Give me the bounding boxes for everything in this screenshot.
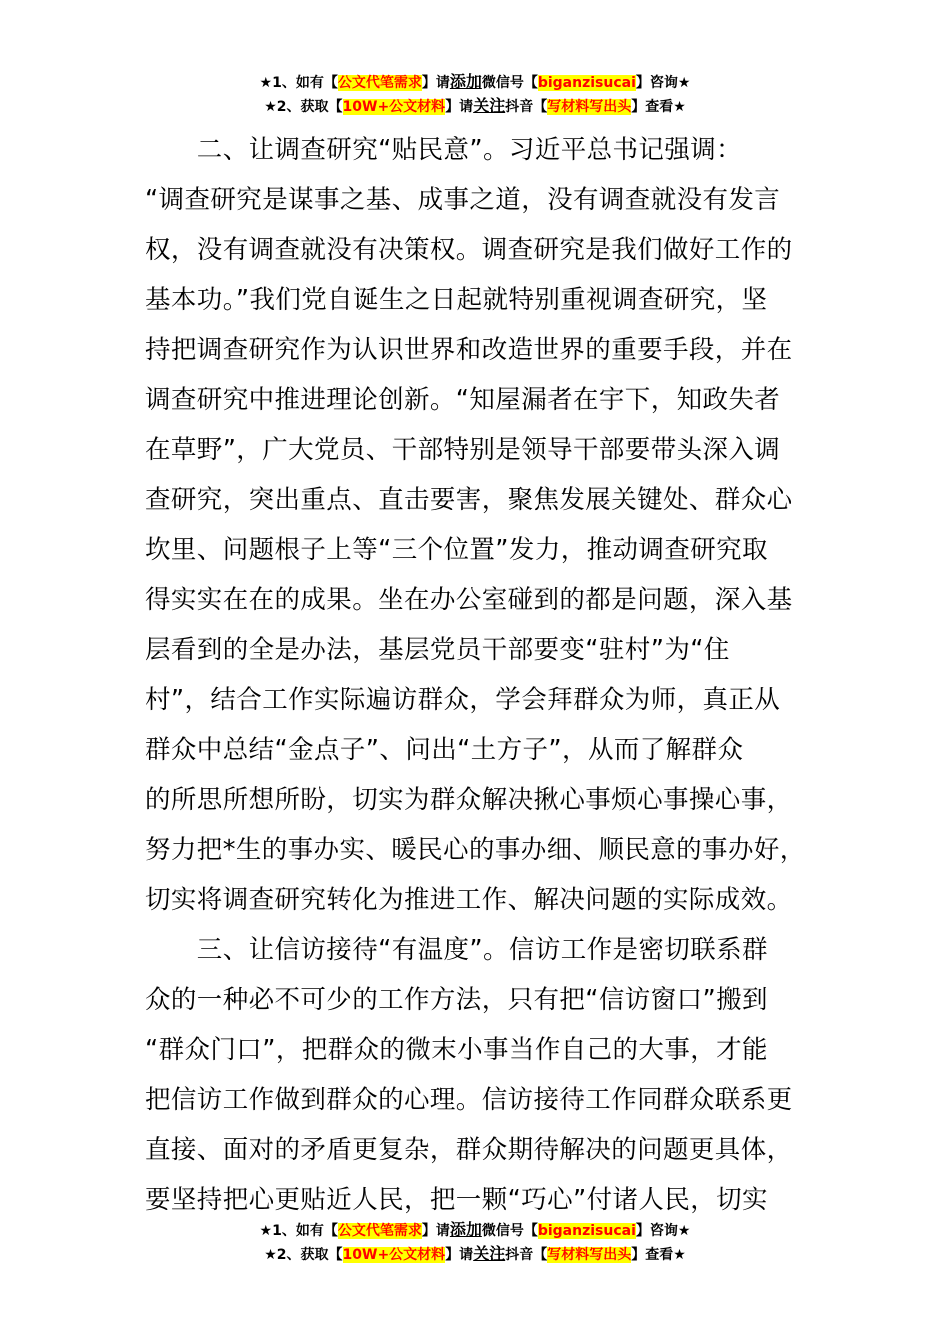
- text-line: 调查研究中推进理论创新。“知屋漏者在宇下，知政失者: [145, 385, 781, 415]
- banner-line-1: [0, 1218, 950, 1242]
- text-line: 二、让调查研究“贴民意”。习近平总书记强调：: [145, 135, 743, 165]
- banner-text: 】请: [445, 99, 474, 115]
- highlight-service: 公文代笔需求: [337, 1223, 422, 1239]
- text-line: 得实实在在的成果。坐在办公室碰到的都是问题，深入基: [145, 585, 793, 615]
- text-line: 持把调查研究作为认识世界和改造世界的重要手段，并在: [145, 335, 793, 365]
- text-line: 权，没有调查就没有决策权。调查研究是我们做好工作的: [145, 235, 793, 265]
- banner-line-1: [0, 70, 950, 94]
- footer-banner: [0, 1218, 950, 1266]
- text-line: “调查研究是谋事之基、成事之道，没有调查就没有发言: [145, 185, 781, 215]
- banner-line-2: [0, 1242, 950, 1266]
- text-line: 众的一种必不可少的工作方法，只有把“信访窗口”搬到: [145, 985, 768, 1015]
- text-line: 坎里、问题根子上等“三个位置”发力，推动调查研究取: [145, 535, 768, 565]
- text-line: 切实将调查研究转化为推进工作、解决问题的实际成效。: [145, 885, 793, 915]
- text-line: 把信访工作做到群众的心理。信访接待工作同群众联系更: [145, 1085, 793, 1115]
- text-line: 群众中总结“金点子”、问出“土方子”，从而了解群众: [145, 735, 744, 765]
- banner-text: 微信号【: [481, 1223, 538, 1239]
- banner-text: ★1、如有【: [259, 75, 338, 91]
- text-line: 村”，结合工作实际遍访群众，学会拜群众为师，真正从: [145, 685, 781, 715]
- highlight-materials: 10W+公文材料: [342, 99, 446, 115]
- text-line: 要坚持把心更贴近人民，把一颗“巧心”付诸人民，切实: [145, 1185, 768, 1215]
- text-line: 在草野”，广大党员、干部特别是领导干部要带头深入调: [145, 435, 781, 465]
- banner-text: ★1、如有【: [259, 1223, 338, 1239]
- highlight-douyin-id: 写材料写出头: [547, 99, 632, 115]
- text-line: 层看到的全是办法，基层党员干部要变“驻村”为“住: [145, 635, 730, 665]
- text-line: 基本功。”我们党自诞生之日起就特别重视调查研究，坚: [145, 285, 768, 315]
- highlight-wechat-id: biganzisucai: [537, 1223, 636, 1239]
- document-body: [145, 125, 806, 1225]
- banner-text: 】查看★: [631, 1247, 686, 1263]
- banner-text: 】查看★: [631, 99, 686, 115]
- keyword-add: 添加: [449, 72, 482, 91]
- highlight-wechat-id: biganzisucai: [537, 75, 636, 91]
- text-line: 的所思所想所盼，切实为群众解决揪心事烦心事操心事，: [145, 785, 793, 815]
- keyword-follow: 关注: [473, 96, 506, 115]
- banner-text: 抖音【: [505, 1247, 548, 1263]
- keyword-follow: 关注: [473, 1244, 506, 1263]
- text-line: 直接、面对的矛盾更复杂，群众期待解决的问题更具体，: [145, 1135, 793, 1165]
- header-banner: [0, 70, 950, 118]
- banner-text: 】请: [421, 75, 450, 91]
- highlight-service: 公文代笔需求: [337, 75, 422, 91]
- banner-text: ★2、获取【: [264, 1247, 343, 1263]
- text-line: “群众门口”，把群众的微末小事当作自己的大事，才能: [145, 1035, 768, 1065]
- highlight-materials: 10W+公文材料: [342, 1247, 446, 1263]
- banner-text: 微信号【: [481, 75, 538, 91]
- text-line: 努力把*生的事办实、暖民心的事办细、顺民意的事办好，: [145, 835, 806, 865]
- banner-text: 抖音【: [505, 99, 548, 115]
- keyword-add: 添加: [449, 1220, 482, 1239]
- banner-text: 】咨询★: [635, 1223, 691, 1239]
- text-line: 查研究，突出重点、直击要害，聚焦发展关键处、群众心: [145, 485, 793, 515]
- banner-text: 】请: [445, 1247, 474, 1263]
- highlight-douyin-id: 写材料写出头: [547, 1247, 632, 1263]
- text-line: 三、让信访接待“有温度”。信访工作是密切联系群: [145, 935, 768, 965]
- banner-text: ★2、获取【: [264, 99, 343, 115]
- banner-line-2: [0, 94, 950, 118]
- banner-text: 】请: [421, 1223, 450, 1239]
- banner-text: 】咨询★: [635, 75, 691, 91]
